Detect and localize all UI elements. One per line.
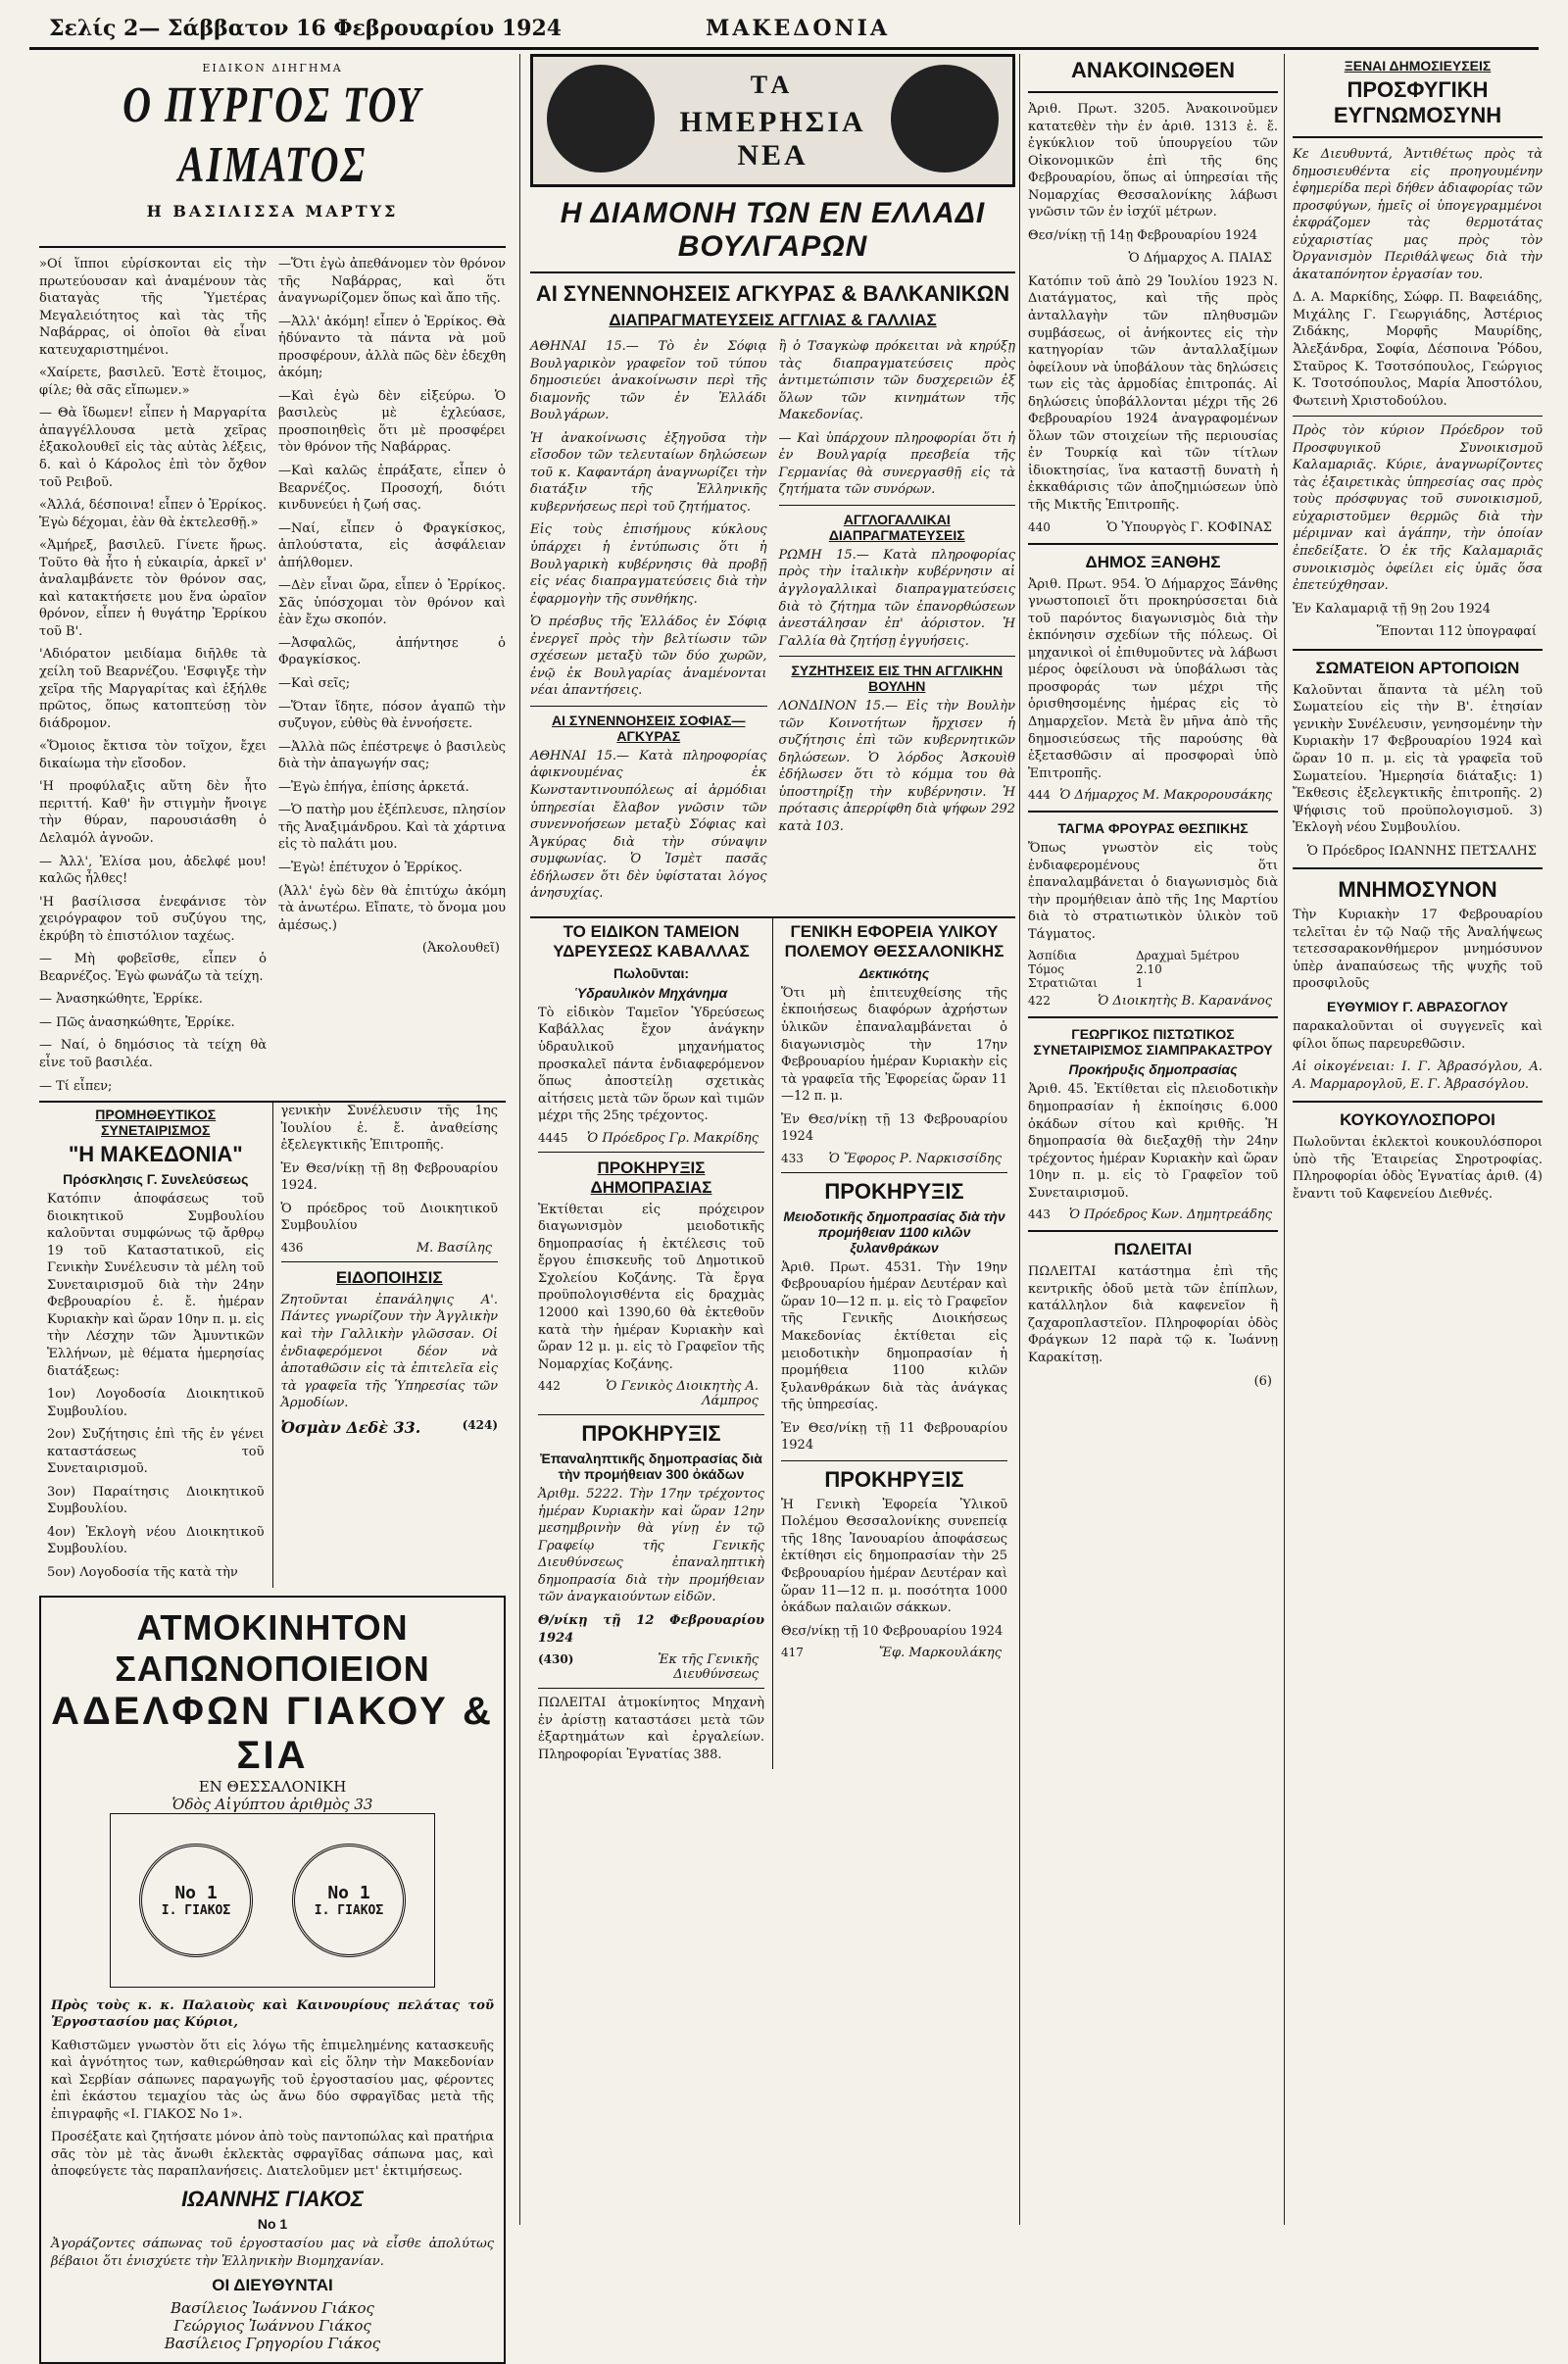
serial-paragraph: —Δὲν εἶναι ὥρα, εἶπεν ὁ Ἐρρίκος. Σᾶς ὑπόσχομαι τὸν θρόνον καὶ ἐὰν ἔχω σκοπόν. xyxy=(278,578,506,628)
assoc-item: 5ον) Λογοδοσία τῆς κατὰ τὴν xyxy=(47,1565,238,1580)
banner-article: ΤΑ xyxy=(750,71,796,99)
serial-continued: (Ἀκολουθεῖ) xyxy=(421,941,500,957)
assoc-sig-title: Ὁ πρόεδρος τοῦ Διοικητικοῦ Συμβουλίου xyxy=(280,1201,498,1234)
soap-seal xyxy=(139,1844,253,1957)
news-paragraph: Ὁ πρέσβυς τῆς Ἑλλάδος ἐν Σόφιᾳ ἐνεργεῖ πρὸς τὴν βελτίωσιν τῶν σχέσεων μεταξὺ τῶν δύο χωρῶν, ἐνῷ ἐκ Βουλγαρίας ἀναμένονται νέαι ἀπαντήσεις. xyxy=(530,615,767,699)
announcement-signature: Ὁ Δήμαρχος Α. ΠΑΙΑΣ xyxy=(1128,251,1272,267)
announcement-date: Θεσ/νίκῃ τῇ 14ῃ Φεβρουαρίου 1924 xyxy=(1028,227,1258,243)
soap-ad-paragraph: Καθιστῶμεν γνωστὸν ὅτι εἰς λόγω τῆς ἐπιμελημένης κατασκευῆς καὶ ἀγνότητος των, καθιερώθησαν καὶ εἰς ὅλην τὴν Μακεδονίαν καὶ Σερβίαν σάπωνες παραγωγῆς τοῦ ἐργοστασίου μας, φέροντες ἐπὶ ἑκάστου τεμαχίου τὰς ὡς ἄνω δύο σφραγῖδας μετὰ τῆς ἐπιγραφῆς «Ι. ΓΙΑΚΟΣ Νο 1». xyxy=(51,2038,494,2122)
proclamation-heading: ΠΡΟΚΗΡΥΞΙΣ xyxy=(581,1421,721,1447)
serial-paragraph: —Καὶ ἐγὼ δὲν εἰξεύρω. Ὁ βασιλεὺς μὲ ἐχλεύασε, προσποιηθεὶς ὅτι μὲ προσφέρει τὸν θρόνον τῆς Ναβάρρας. xyxy=(278,388,506,456)
gratitude-date: Ἐν Καλαμαριᾷ τῇ 9ῃ 2ου 1924 xyxy=(1293,601,1492,616)
fund-item: Ὑδραυλικὸν Μηχάνημα xyxy=(574,984,728,1001)
proclamation-text: Ἡ Γενικὴ Ἐφορεία Ὑλικοῦ Πολέμου Θεσσαλονίκης συνεπείᾳ τῆς 18ης Ἰανουαρίου ἀποφάσεως ἐκτίθησι εἰς δημοπρασίαν τὴν 25 Φεβρουαρίου ἡμέραν Δευτέραν καὶ ὥραν 11—12 π. μ. ποσότητα 1000 ὀκάδων παλαιῶν σάκκων. xyxy=(781,1497,1007,1616)
cooperative-subheading: Προκήρυξις δημοπρασίας xyxy=(1068,1061,1238,1078)
notice-heading: ΕΙΔΟΠΟΙΗΣΙΣ xyxy=(335,1267,443,1287)
notice-signature: Ὀσμὰν Δεδὲ 33. xyxy=(280,1417,421,1437)
general-depot-subheading: Δεκτικότης xyxy=(858,964,930,981)
column-4 xyxy=(1284,54,1543,2225)
seal-number: Νο 1 xyxy=(174,1882,218,1903)
silkworm-heading: ΚΟΥΚΟΥΛΟΣΠΟΡΟΙ xyxy=(1340,1110,1495,1130)
serial-paragraph: «Ἀμήρεξ, βασιλεῦ. Γίνετε ἥρως. Τοῦτο θὰ ἦτο ἡ εὐκαιρία, ἀρκεῖ ν' ἀναλαμβάνετε τὸν θρόνον σας, καὶ κατακτήσετε μου ἕνα ὡραῖον θρόνον, εἶπεν ἡ θυγάτηρ Ἐρρίκου τοῦ Β'. xyxy=(39,538,267,639)
serial-paragraph: — Ἀλλ', Ἐλίσα μου, ἀδελφέ μου! καλῶς ἦλθες! xyxy=(39,854,267,887)
proclamation-signature: Ἔφ. Μαρκουλάκης xyxy=(878,1646,1002,1661)
news-body xyxy=(530,338,1015,909)
secondary-headline: ΑΙ ΣΥΝΕΝΝΟΗΣΕΙΣ ΑΓΚΥΡΑΣ & ΒΑΛΚΑΝΙΚΩΝ xyxy=(535,281,1010,306)
main-headline: Η ΔΙΑΜΟΝΗ ΤΩΝ ΕΝ ΕΛΛΑΔΙ ΒΟΥΛΓΑΡΩΝ xyxy=(560,197,986,263)
serial-col-a xyxy=(39,256,267,1101)
serial-paragraph: — Μὴ φοβεῖσθε, εἶπεν ὁ Βεαρνέζος. Ἐγὼ φωνάζω τὰ τείχη. xyxy=(39,952,267,984)
news-paragraph: ΑΘΗΝΑΙ 15.— Κατὰ πληροφορίας ἀφικνουμένας ἐκ Κωνσταντινουπόλεως αἱ ἀρμόδιαι ὑπηρεσίαι ἔλαβον γνῶσιν τῶν συνεννοήσεων μεταξὺ Σόφιας καὶ Ἀγκύρας διὰ τὴν σύναψιν συμφωνίας. Ὁ Ἰσμὲτ πασᾶς ἐδήλωσεν ὅτι δὲν ὑφίσταται λόγος ἀνησυχίας. xyxy=(530,748,767,902)
battalion-text: Ὅπως γνωστὸν εἰς τοὺς ἐνδιαφερομένους ὅτι ἐπαναλαμβάνεται ὁ διαγωνισμὸς διὰ τὴν προμήθειαν ἀπὸ τῆς 1ης Μαρτίου διὰ τὸ στρατιωτικὸν ὑλικὸν τοῦ Τάγματος. xyxy=(1028,841,1278,942)
serial-paragraph: —Ἐγὼ ἐπήγα, ἐπίσης ἀρκετά. xyxy=(278,779,469,795)
section-heading: ΣΥΖΗΤΗΣΕΙΣ ΕΙΣ ΤΗΝ ΑΓΓΛΙΚΗΝ ΒΟΥΛΗΝ xyxy=(791,663,1004,695)
serial-paragraph: — Θὰ ἴδωμεν! εἶπεν ἡ Μαργαρίτα ἀπαγγέλλουσα μετὰ χεῖρας ἐξακολουθεῖ εἰς τὰς αὐτὰς λέξεις, δ. καὶ ὁ Κάρολος ἐπὶ τὸν ὄχθον τοῦ Ρειβοῦ. xyxy=(39,406,267,490)
soap-ad-directors-heading: ΟΙ ΔΙΕΥΘΥΝΤΑΙ xyxy=(212,2276,333,2295)
column-2 xyxy=(519,54,1015,2225)
xanthi-heading: ΔΗΜΟΣ ΞΑΝΘΗΣ xyxy=(1085,552,1221,571)
assoc-item: 2ον) Συζήτησις ἐπὶ τῆς ἐν γένει καταστάσεως τοῦ Συνεταιρισμοῦ. xyxy=(47,1427,265,1477)
seal-text: Ι. ΓΙΑΚΟΣ xyxy=(161,1902,231,1918)
serial-paragraph: «Χαίρετε, βασιλεῦ. Ἐστὲ ἕτοιμος, φίλε; θὰ σᾶς εἴπωμεν.» xyxy=(39,366,267,398)
auction-signature: Ὁ Γενικὸς Διοικητὴς Α. Λάμπρος xyxy=(606,1379,759,1409)
gratitude-names: Δ. Α. Μαρκίδης, Σώφρ. Π. Βαφειάδης, Μιχάλης Γ. Γεωργιάδης, Ἀστέριος Ζιδάκης, Μορφῆς Μαυρίδης, Ἀλεξάνδρα, Σοφία, Δέσποινα Ῥόδου, Σταῦρος Κ. Τσοτσόπουλος, Γεώργιος Κ. Τσοτσόπουλος, Μαρία Ἀποστόλου, Φωτεινὴ Χριστοδούλου. xyxy=(1293,290,1543,409)
assoc-item: 4ον) Ἐκλογὴ νέου Διοικητικοῦ Συμβουλίου. xyxy=(47,1524,265,1557)
auction-text: Ἐκτίθεται εἰς πρόχειρον διαγωνισμὸν μειοδοτικῆς δημοπρασίας ἡ ἐκτέλεσις τοῦ ἔργου ἐπισκευῆς τοῦ Δημοτικοῦ Σχολείου Κοζάνης. Τὰ ἔργα προϋπολογισθέντα εἰς δραχμὰς 12000 καὶ 1390,60 θὰ ἐκτεθοῦν κατὰ τὴν ἡμέραν Κυριακὴν καὶ ὥραν 12 μ. μ. εἰς τὸ Γραφεῖον τῆς Νομαρχίας Κοζάνης. xyxy=(538,1202,764,1372)
banner-title: ΗΜΕΡΗΣΙΑ ΝΕΑ xyxy=(679,106,866,172)
page-date: Σελίς 2— Σάββατον 16 Φεβρουαρίου 1924 xyxy=(49,16,563,41)
assoc-continuation: γενικὴν Συνέλευσιν τῆς 1ης Ἰουλίου ἐ. ἔ. ἀναθείσης ἐξελεγκτικῆς Ἐπιτροπῆς. xyxy=(280,1104,498,1154)
soap-ad-slogan: Ἀγοράζοντες σάπωνας τοῦ ἐργοστασίου μας νὰ εἶσθε ἀπολύτως βέβαιοι ὅτι ἐνισχύετε τὴν Ἑλληνικὴν Βιομηχανίαν. xyxy=(51,2237,494,2269)
notice-number: (424) xyxy=(462,1417,498,1432)
soap-ad-signature: ΙΩΑΝΝΗΣ ΓΙΑΚΟΣ xyxy=(181,2187,364,2212)
soap-seal xyxy=(292,1844,406,1957)
sale-heading: ΠΩΛΕΙΤΑΙ xyxy=(1113,1240,1193,1259)
section-heading: ΑΓΓΛΟΓΑΛΛΙΚΑΙ ΔΙΑΠΡΑΓΜΑΤΕΥΣΕΙΣ xyxy=(828,511,965,543)
assoc-item: 1ον) Λογοδοσία Διοικητικοῦ Συμβουλίου. xyxy=(47,1387,265,1419)
serial-paragraph: — Ναί, ὁ δημόσιος τὰ τείχη θὰ εἶνε τοῦ βασιλέα. xyxy=(39,1038,267,1070)
general-depot-text: Ὅτι μὴ ἐπιτευχθείσης τῆς ἐκποιήσεως διαφόρων ἀχρήστων ὑλικῶν ἐπαναλαμβάνεται ὁ διαγωνισμὸς τὴν 17ην Φεβρουαρίου ἡμέραν Κυριακὴν εἰς τὰ γραφεῖα τῆς Ἐφορείας ὥραν 11—12 π. μ. xyxy=(781,985,1007,1105)
assoc-signature: Μ. Βασίλης xyxy=(416,1240,492,1256)
serial-subtitle: Η ΒΑΣΙΛΙΣΣΑ ΜΑΡΤΥΣ xyxy=(146,202,399,221)
news-paragraph: Ἡ ἀνακοίνωσις ἐξηγοῦσα τὴν εἴσοδον τῶν τελευταίων δηλώσεων τοῦ κ. Καφαντάρη ἀναγνωρίζει τὴν διατάξιν τῆς Ἑλληνικῆς κυβερνήσεως περὶ τοῦ ζητήματος. xyxy=(530,430,767,515)
news-paragraph: ἢ ὁ Τσαγκὼφ πρόκειται νὰ κηρύξῃ τὰς διαπραγματεύσεις πρὸς ἀντιμετώπισιν τῶν δυσχερειῶν ἐξ ὅλων τῶν κινημάτων τῆς Μακεδονίας. xyxy=(778,339,1015,423)
auction-heading: ΠΡΟΚΗΡΥΞΙΣ ΔΗΜΟΠΡΑΣΙΑΣ xyxy=(590,1157,712,1197)
proclamation-heading: ΠΡΟΚΗΡΥΞΙΣ xyxy=(824,1466,964,1492)
proclamation-subheading: Μειοδοτικῆς δημοπρασίας διὰ τὴν προμήθειαν 1100 κιλῶν ξυλανθράκων xyxy=(783,1207,1005,1256)
assoc-item: 3ον) Παραίτησις Διοικητικοῦ Συμβουλίου. xyxy=(47,1484,265,1517)
proclamation-heading: ΠΡΟΚΗΡΥΞΙΣ xyxy=(824,1178,964,1204)
serial-paragraph: —Καὶ καλῶς ἐπράξατε, εἶπεν ὁ Βεαρνέζος. Προσοχή, διότι κινδυνεύει ἡ ζωή σας. xyxy=(278,464,506,514)
seal-number: Νο 1 xyxy=(327,1882,370,1903)
proclamation-signature: Ἐκ τῆς Γενικῆς Διευθύνσεως xyxy=(658,1652,759,1683)
director-name: Γεώργιος Ἰωάννου Γιάκος xyxy=(173,2317,371,2336)
bakers-heading: ΣΩΜΑΤΕΙΟΝ ΑΡΤΟΠΟΙΩΝ xyxy=(1315,658,1520,677)
proclamation-number: (430) xyxy=(538,1652,574,1667)
battalion-row: Τόμος 2.10 xyxy=(1028,962,1162,977)
proclamation-date: Θ/νίκῃ τῇ 12 Φεβρουαρίου 1924 xyxy=(538,1612,764,1646)
gratitude-heading: ΠΡΟΣΦΥΓΙΚΗ ΕΥΓΝΩΜΟΣΥΝΗ xyxy=(1333,77,1502,127)
serial-paragraph: 'Η βασίλισσα ἐνεφάνισε τὸν χειρόγραφον τοῦ συζύγου της, ἐκρύβη τὸ ἐπιστόλιον ταχέως. xyxy=(39,894,267,944)
notices-left xyxy=(530,918,772,1769)
battalion-number: 422 xyxy=(1028,994,1051,1009)
assoc-right xyxy=(272,1103,507,1587)
news-paragraph: ΛΟΝΔΙΝΟΝ 15.— Εἰς τὴν Βουλὴν τῶν Κοινοτήτων ἤρχισεν ἡ συζήτησις ἐπὶ τῶν κυβερνητικῶν δηλώσεων. Ὁ λόρδος Ἀσκουὶθ ἐδήλωσεν ὅτι τὸ κόμμα του θὰ ὑποστηρίξῃ τὴν κυβέρνησιν. Ἡ πρότασις ἀπερρίφθη διὰ ψήφων 292 κατὰ 103. xyxy=(778,699,1015,835)
serial-paragraph: 'Αδιόρατον μειδίαμα διῆλθε τὰ χείλη τοῦ Βεαρνέζου. 'Εσφιγξε τὴν χεῖρα τῆς Μαργαρίτας καὶ ἐξήλθε πρῶτος, ὅπως κατοπτεύσῃ τὸν διάδρομον. xyxy=(39,647,267,731)
assoc-title: "Η ΜΑΚΕΔΟΝΙΑ" xyxy=(68,1142,243,1167)
serial-body xyxy=(39,256,506,1101)
sale-text: ΠΩΛΕΙΤΑΙ κατάστημα ἐπὶ τῆς κεντρικῆς ὁδοῦ μετὰ τῶν ἐπίπλων, κατάλληλον διὰ καφενεῖον ἢ ζαχαροπλαστεῖον. Πληροφορίαι ὁδὸς Φράγκων 12 παρὰ τῷ κ. Ἰωάννῃ Καρακίτσῃ. xyxy=(1028,1264,1278,1365)
news-col-a xyxy=(530,338,767,909)
assoc-date: Ἐν Θεσ/νίκῃ τῇ 8ῃ Φεβρουαρίου 1924. xyxy=(280,1160,498,1194)
serial-header xyxy=(39,54,506,248)
announcement-signature: Ὁ Ὑπουργὸς Γ. ΚΟΦΙΝΑΣ xyxy=(1106,519,1272,535)
serial-paragraph: —Ὅταν ἴδητε, πόσον ἀγαπῶ τὴν συζυγον, εὐθὺς θὰ ἐννοήσετε. xyxy=(278,699,506,732)
serial-paragraph: — Πῶς ἀνασηκώθητε, Ἐρρίκε. xyxy=(39,1014,235,1030)
bakers-signature: Ὁ Πρόεδρος ΙΩΑΝΝΗΣ ΠΕΤΣΑΛΗΣ xyxy=(1306,843,1537,859)
serial-paragraph: (Ἀλλ' ἐγὼ δὲν θὰ ἐπιτύχω ἀκόμη τὰ ἀνωτέρω. Εἴπατε, τὸ ὄνομα μου ἀμέσως.) xyxy=(278,883,506,933)
seal-frame xyxy=(110,1813,435,1988)
fund-signature: Ὁ Πρόεδρος Γρ. Μακρίδης xyxy=(587,1130,759,1146)
gratitude-text: Πρὸς τὸν κύριον Πρόεδρον τοῦ Προσφυγικοῦ Συνοικισμοῦ Καλαμαριᾶς. Κύριε, ἀναγνωρίζοντες τὰς ἐξαιρετικὰς ὑπηρεσίας σας πρὸς τοὺς πρόσφυγας τοῦ συνοικισμοῦ, εὐχαριστοῦμεν θερμῶς διὰ τὴν μέριμναν καὶ ἀγάπην, τὴν ὁποίαν ἐπεδείξατε. Ὁ ἐκ τῆς Καλαμαριᾶς συνοικισμὸς ὀφείλει εἰς ὑμᾶς ὅσα ἐπετεύχθησαν. xyxy=(1293,423,1543,594)
serial-title: Ο ΠΥΡΓΟΣ ΤΟΥ ΑΙΜΑΤΟΣ xyxy=(122,75,422,193)
memorial-signature: Αἱ οἰκογένειαι: Ι. Γ. Ἀβρασόγλου, Α. Α. Μαρμαρογλοῦ, Ε. Γ. Ἀβρασόγλου. xyxy=(1293,1059,1543,1092)
auction-number: 442 xyxy=(538,1379,561,1394)
tertiary-headline: ΔΙΑΠΡΑΓΜΑΤΕΥΣΕΙΣ ΑΓΓΛΙΑΣ & ΓΑΛΛΙΑΣ xyxy=(609,311,937,329)
assoc-subtitle: Πρόσκλησις Γ. Συνελεύσεως xyxy=(63,1171,249,1188)
news-paragraph: Εἰς τοὺς ἐπισήμους κύκλους ὑπάρχει ἡ ἐντύπωσις ὅτι ἡ Βουλγαρικὴ κυβέρνησις θὰ προβῇ εἰς νέας διαπραγματεύσεις διὰ τὴν ἐφαρμογὴν τῆς συνθήκης. xyxy=(530,522,767,607)
notice-text: Ζητοῦνται ἐπανάληψις Α'. Πάντες γνωρίζουν τὴν Ἀγγλικὴν καὶ τὴν Γαλλικὴν γλῶσσαν. Οἱ ἐνδιαφερόμενοι δέον νὰ ἀποταθῶσιν εἰς τὰ ἐπιτελεῖα εἰς τὰ γραφεῖα τῆς Ὑπηρεσίας τῶν Ἁρμοδίων. xyxy=(280,1292,498,1411)
sale-notice: ΠΩΛΕΙΤΑΙ ἀτμοκίνητος Μηχανὴ ἐν ἀρίστῃ καταστάσει μετὰ τῶν ἐξαρτημάτων καὶ ἐργαλείων. Πληροφορίαι Ἐγνατίας 388. xyxy=(538,1696,764,1762)
director-name: Βασίλειος Γρηγορίου Γιάκος xyxy=(164,2335,381,2353)
soap-ad-line1: ΑΤΜΟΚΙΝΗΤΟΝ ΣΑΠΩΝΟΠΟΙΕΙΟΝ xyxy=(115,1606,430,1689)
notices-right xyxy=(772,918,1015,1769)
xanthi-text: Ἀριθ. Πρωτ. 954. Ὁ Δήμαρχος Ξάνθης γνωστοποιεῖ ὅτι προκηρύσσεται διὰ τοῦ παρόντος διαγωνισμὸς διὰ τὴν ἐκπόνησιν σχεδίων τῆς πόλεως. Οἱ μηχανικοὶ οἱ ἐπιθυμοῦντες νὰ λάβωσι μέρος ὀφείλουσι νὰ ὑποβάλωσι τὰς προσφοράς των μέχρι τῆς ὁρισθησομένης ἡμέρας εἰς τὸ Δημαρχεῖον. Μετὰ ἓν μῆνα ἀπὸ τῆς δημοσιεύσεως τῆς παρούσης θὰ ἐξετασθῶσιν αἱ προσφοραὶ ὑπὸ Ἐπιτροπῆς. xyxy=(1028,576,1278,781)
fund-text: Τὸ εἰδικὸν Ταμεῖον Ὑδρεύσεως Καβάλλας ἔχον ἀνάγκην ὑδραυλικοῦ μηχανήματος προσκαλεῖ πάντα ἐνδιαφερόμενον ὅπως ἀποστείλῃ σχετικὰς αἰτήσεις μετὰ τῶν ὅρων καὶ τιμῶν μέχρι τῆς 25ης τρέχοντος. xyxy=(538,1005,764,1124)
soap-ad xyxy=(39,1596,506,2364)
soap-ad-city: ΕΝ ΘΕΣΣΑΛΟΝΙΚΗ xyxy=(198,1777,347,1796)
director-name: Βασίλειος Ἰωάννου Γιάκος xyxy=(171,2299,374,2318)
serial-paragraph: »Οί ἵπποι εὑρίσκονται εἰς τὴν πρωτεύουσαν καὶ ἀναμένουν τὰς διαταγὰς τῆς Ὑμετέρας Μεγαλειότητος καὶ τὰς τῆς Ναβάρρας, οἱ ὁποῖοι θὰ εἶναι κατευχαριστημένοι. xyxy=(39,257,267,358)
battalion-row: Στρατιῶται 1 xyxy=(1028,976,1144,991)
fund-heading: ΤΟ ΕΙΔΙΚΟΝ ΤΑΜΕΙΟΝ ΥΔΡΕΥΣΕΩΣ ΚΑΒΑΛΛΑΣ xyxy=(553,921,750,960)
soap-ad-salutation: Πρὸς τοὺς κ. κ. Παλαιοὺς καὶ Καινουρίους πελάτας τοῦ Ἐργοστασίου μας Κύριοι, xyxy=(51,1997,494,2031)
proclamation-text: Ἀριθ. Πρωτ. 4531. Τὴν 19ην Φεβρουαρίου ἡμέραν Δευτέραν καὶ ὥραν 10—12 π. μ. εἰς τὸ Γραφεῖον τῆς Γενικῆς Διοικήσεως Μακεδονίας ἐκτίθεται εἰς μειοδοτικὴν δημοπρασίαν ἡ προμήθεια 1100 κιλῶν ξυλανθράκων διὰ τὰς ἀνάγκας τῆς ὑπηρεσίας. xyxy=(781,1259,1007,1413)
announcement-heading: ΑΝΑΚΟΙΝΩΘΕΝ xyxy=(1071,58,1235,82)
news-paragraph: — Καὶ ὑπάρχουν πληροφορίαι ὅτι ἡ ἐν Βουλγαρίᾳ πρεσβεία τῆς Γερμανίας θὰ συνεργασθῇ εἰς τὰ ζητήματα τῶν συνόρων. xyxy=(778,430,1015,498)
memorial-text: παρακαλοῦνται οἱ συγγενεῖς καὶ φίλοι ὅπως παρευρεθῶσιν. xyxy=(1293,1018,1543,1052)
serial-paragraph: —Ἐγὼ! ἐπέτυχον ὁ Ἐρρίκος. xyxy=(278,860,463,875)
xanthi-number: 444 xyxy=(1028,788,1051,803)
assoc-number: 436 xyxy=(280,1240,304,1255)
serial-paragraph: —Καὶ σεῖς; xyxy=(278,676,351,692)
sale-number: (6) xyxy=(1253,1373,1272,1389)
masthead xyxy=(29,8,1539,50)
seal-text: Ι. ΓΙΑΚΟΣ xyxy=(314,1902,384,1918)
general-depot-date: Ἐν Θεσ/νίκῃ τῇ 13 Φεβρουαρίου 1924 xyxy=(781,1111,1007,1145)
battalion-row: Ἀσπίδια Δραχμαὶ 5μέτρου xyxy=(1028,949,1240,963)
news-paragraph: ΡΩΜΗ 15.— Κατὰ πληροφορίας πρὸς τὴν ἰταλικὴν κυβέρνησιν αἱ ἀγγλογαλλικαὶ διαπραγματεύσεις διὰ τὸ ζήτημα τῶν ἐπανορθώσεων ἀνεστάλησαν ἐπ' ἀόριστον. Ἡ Γαλλία θὰ ζητήσῃ ἐγγυήσεις. xyxy=(778,547,1015,649)
column-3 xyxy=(1019,54,1278,2225)
newspaper-title: ΜΑΚΕΔΟΝΙΑ xyxy=(706,16,891,41)
memorial-name: ΕΥΘΥΜΙΟΥ Γ. ΑΒΡΑΣΟΓΛΟΥ xyxy=(1326,998,1508,1014)
gratitude-text: Κε Διευθυντά, Ἀντιθέτως πρὸς τὰ δημοσιευθέντα εἰς προηγουμένην ἐφημερίδα περὶ δήθεν ἀδιαφορίας τῶν προσφύγων, ἡμεῖς οἱ ὑπογεγραμμένοι ἐκφράζομεν τὰς θερμοτάτας εὐχαριστίας μας πρὸς τὸν Ὀργανισμὸν Περιθάλψεως διὰ τὴν ἀκαταπόνητον ἐργασίαν του. xyxy=(1293,147,1543,282)
announcement-text: Ἀριθ. Πρωτ. 3205. Ἀνακοινοῦμεν κατατεθὲν τὴν ἐν ἀριθ. 1313 ἐ. ἔ. ἐγκύκλιον τοῦ ὑπουργείου τῶν Οἰκονομικῶν ἐπὶ τῆς 6ης Φεβρουαρίου, ὅπως αἱ ὑπηρεσίαι τῆς Νομαρχίας Θεσσαλονίκης λάβωσι γνῶσιν τῶν ἐν ἰσχύϊ μέτρων. xyxy=(1028,102,1278,221)
section-heading: ΑΙ ΣΥΝΕΝΝΟΗΣΕΙΣ ΣΟΦΙΑΣ—ΑΓΚΥΡΑΣ xyxy=(552,712,746,744)
cooperative-number: 443 xyxy=(1028,1207,1051,1222)
proclamation-date: Ἐν Θεσ/νίκῃ τῇ 11 Φεβρουαρίου 1924 xyxy=(781,1420,1007,1453)
serial-col-b xyxy=(278,256,506,1101)
serial-paragraph: «Ὅμοιος ἔκτισα τὸν τοῖχον, ἔχει δικαίωμα τὴν εἴσοδον. xyxy=(39,739,267,771)
soap-ad-line2: ΑΔΕΛΦΩΝ ΓΙΑΚΟΥ & ΣΙΑ xyxy=(51,1689,494,1777)
serial-paragraph: —Ἀλλ' ἀκόμη! εἶπεν ὁ Ἐρρίκος. Θὰ ἠδύναντο τὰ πάντα νὰ μοῦ προσφέρουν, ἀλλὰ πῶς δὲν ἐδεχθη ἀκόμη; xyxy=(278,314,506,381)
memorial-heading: ΜΝΗΜΟΣΥΝΟΝ xyxy=(1338,877,1497,903)
soap-ad-paragraph: Προσέξατε καὶ ζητήσατε μόνον ἀπὸ τοὺς παντοπώλας καὶ πρατήρια σᾶς τὸν μὲ τὰς ἄνωθι ἐκλεκτὰς σφραγῖδας σάπωνα μας, καὶ ἀποφεύγετε τὰς παραπλανήσεις. Διατελοῦμεν μετ' ἐκτιμήσεως. xyxy=(51,2130,494,2180)
soap-ad-street: Ὁδὸς Αἰγύπτου ἀριθμὸς 33 xyxy=(172,1795,373,1813)
notices-area xyxy=(530,916,1015,1769)
fund-subheading: Πωλοῦνται: xyxy=(612,964,690,981)
proclamation-date: Θεσ/νίκῃ τῇ 10 Φεβρουαρίου 1924 xyxy=(781,1623,1004,1639)
cooperative-text: Ἀριθ. 45. Ἐκτίθεται εἰς πλειοδοτικὴν δημοπρασίαν ἡ ἐκποίησις 6.000 ὀκάδων σίτου καὶ κριθῆς. Ἡ δημοπρασία θὰ διεξαχθῇ τὴν 24ην τρέχοντος ἡμέραν Κυριακὴν καὶ ὥραν 10ην π. μ. εἰς τὸ Γραφεῖον τοῦ Συνεταιρισμοῦ. xyxy=(1028,1082,1278,1201)
xanthi-signature: Ὁ Δήμαρχος Μ. Μακρορουσάκης xyxy=(1059,788,1272,804)
announcement-text: Κατόπιν τοῦ ἀπὸ 29 Ἰουλίου 1923 Ν. Διατάγματος, καὶ τῆς πρὸς ἀνταλλαγὴν τῶν πληθυσμῶν συμβάσεως, οἱ ἀνήκοντες εἰς τὴν κατηγορίαν τῶν ἀνταλλαξίμων ὀφείλουν νὰ ὑποβάλουν τὰς δηλώσεις των εἰς τὰς ἁρμοδίας ἐπιτροπάς. Αἱ δηλώσεις ὑποβάλλονται μέχρι τῆς 26 Φεβρουαρίου 1924 ἀναγραφομένων ὅλων τῶν στοιχείων τῆς περιουσίας ἐν Τουρκίᾳ καὶ τῶν τίτλων ἰδιοκτησίας, ἵνα καταστῇ δυνατὴ ἡ ἐκκαθάρισις τῶν ἀποζημιώσεων ὑπὸ τῆς Μικτῆς Ἐπιτροπῆς. xyxy=(1028,273,1278,514)
serial-paragraph: — Ἀνασηκώθητε, Ἐρρίκε. xyxy=(39,992,203,1008)
bakers-text: Καλοῦνται ἅπαντα τὰ μέλη τοῦ Σωματείου εἰς τὴν Β'. ἐτησίαν γενικὴν Συνέλευσιν, γενησομένην τὴν Κυριακὴν 17 Φεβρουαρίου 1924 καὶ ὥραν 10 π. μ. εἰς τὰ γραφεῖα τοῦ Σωματείου. Ἡμερησία διάταξις: 1) Ἔκθεσις ἐξελεγκτικῆς ἐπιτροπῆς. 2) Ψήφισις τοῦ προϋπολογισμοῦ. 3) Ἐκλογὴ νέου Συμβουλίου. xyxy=(1293,682,1543,836)
fund-number: 4445 xyxy=(538,1130,568,1145)
general-depot-signature: Ὁ Ἔφορος Ρ. Ναρκισσίδης xyxy=(828,1151,1002,1166)
serial-paragraph: —Ἀλλὰ πῶς ἐπέστρεψε ὁ βασιλεὺς διὰ τὴν ἀπαγωγήν σας; xyxy=(278,739,506,772)
serial-paragraph: —Ὁ πατὴρ μου ἐξέπλευσε, πλησίον τῆς Ἀναξιμάνδρου. Καὶ τὰ χάρτινα εἰς τὸ παλάτι μου. xyxy=(278,803,506,853)
cooperative-heading: ΓΕΩΡΓΙΚΟΣ ΠΙΣΤΩΤΙΚΟΣ ΣΥΝΕΤΑΙΡΙΣΜΟΣ ΣΙΑΜΠΡΑΚΑΣΤΡΟΥ xyxy=(1033,1026,1273,1059)
serial-paragraph: —Ὅτι ἐγὼ ἀπεθάνομεν τὸν θρόνον τῆς Ναβάρρας, καὶ ὅτι ἀναγνωρίζομεν ὅπως καὶ ἄπο τῆς. xyxy=(278,257,506,307)
news-col-b xyxy=(779,338,1016,909)
daily-news-banner xyxy=(530,54,1015,187)
assoc-heading: ΠΡΟΜΗΘΕΥΤΙΚΟΣ ΣΥΝΕΤΑΙΡΙΣΜΟΣ xyxy=(95,1107,217,1139)
serial-kicker: ΕΙΔΙΚΟΝ ΔΙΗΓΗΜΑ xyxy=(202,62,343,74)
serial-paragraph: — Τί εἶπεν; xyxy=(39,1078,113,1094)
serial-paragraph: —Ἀσφαλῶς, ἀπήντησε ὁ Φραγκίσκος. xyxy=(278,635,506,668)
battalion-signature: Ὁ Διοικητὴς Β. Καρανάνος xyxy=(1098,994,1272,1010)
gratitude-signature: Ἕπονται 112 ὑπογραφαί xyxy=(1376,624,1537,640)
news-paragraph: ΑΘΗΝΑΙ 15.— Τὸ ἐν Σόφιᾳ Βουλγαρικὸν γραφεῖον τοῦ τύπου δημοσιεύει ἀνακοίνωσιν περὶ τῆς διαμονῆς τῶν ἐν Ἑλλάδι Βουλγάρων. xyxy=(530,339,767,423)
cooperative-signature: Ὁ Πρόεδρος Κων. Δημητρεάδης xyxy=(1068,1207,1272,1223)
foreign-publications-heading: ΞΕΝΑΙ ΔΗΜΟΣΙΕΥΣΕΙΣ xyxy=(1344,58,1492,74)
general-depot-heading: ΓΕΝΙΚΗ ΕΦΟΡΕΙΑ ΥΛΙΚΟΥ ΠΟΛΕΜΟΥ ΘΕΣΣΑΛΟΝΙΚΗΣ xyxy=(784,921,1004,960)
soap-ad-signature-num: Νο 1 xyxy=(257,2216,288,2233)
serial-paragraph: «Ἀλλά, δέσποινα! εἶπεν ὁ Ἐρρίκος. Ἐγὼ δέχομαι, ἐὰν θὰ ἐκτελεσθῇ.» xyxy=(39,498,267,530)
serial-paragraph: 'Η προφύλαξις αὕτη δὲν ἦτο περιττή. Καθ' ἣν στιγμὴν ἤνοιγε τὴν θύραν, παρουσιάσθη ὁ Δελαμόλ ἀγνοῶν. xyxy=(39,779,267,846)
proclamation-subheading: Ἐπαναληπτικῆς δημοπρασίας διὰ τὴν προμήθειαν 300 ὀκάδων xyxy=(540,1451,762,1483)
proclamation-text: Ἀριθμ. 5222. Τὴν 17ην τρέχοντος ἡμέραν Κυριακὴν καὶ ὥραν 12ην μεσημβρινὴν θὰ γίνῃ ἐν τῷ Γραφείῳ τῆς Γενικῆς Διευθύνσεως ἐπαναληπτικὴ δημοπρασία διὰ τὴν προμήθειαν τῶν ἀναγκαιούντων εἰδῶν. xyxy=(538,1487,764,1605)
assoc-section xyxy=(39,1101,506,1587)
serial-paragraph: —Ναί, εἶπεν ὁ Φραγκίσκος, ἁπλούστατα, εἰς ἀσφάλειαν ἀπήλθομεν. xyxy=(278,520,506,570)
silkworm-text: Πωλοῦνται ἐκλεκτοὶ κουκουλόσποροι ὑπὸ τῆς Ἑταιρείας Σηροτροφίας. Πληροφορίαι ὁδὸς Ἐγνατίας ἀριθ. (4) ἔναντι τοῦ Καφενείου Διεθνές. xyxy=(1293,1135,1543,1202)
assoc-left xyxy=(39,1103,272,1587)
general-depot-number: 433 xyxy=(781,1151,804,1165)
memorial-text: Τὴν Κυριακὴν 17 Φεβρουαρίου τελεῖται ἐν τῷ Ναῷ τῆς Ἀναλήψεως τετεσσαρακονθήμερον μνημόσυνον ὑπὲρ ἀναπαύσεως τῆς ψυχῆς τοῦ προσφιλοῦς xyxy=(1293,908,1543,992)
proclamation-number: 417 xyxy=(781,1646,804,1660)
assoc-paragraph: Κατόπιν ἀποφάσεως τοῦ διοικητικοῦ Συμβουλίου καλοῦνται συμφώνως τῷ ἄρθρῳ 19 τοῦ Καταστατικοῦ, εἰς Γενικὴν Συνέλευσιν τὰ μέλη τοῦ Συνεταιρισμοῦ διὰ τὴν 24ην Φεβρουαρίου ἐ. ἔ. ἡμέραν Κυριακὴν καὶ ὥραν 10ην π. μ. εἰς τὴν Λέσχην τῶν Ἀμυντικῶν Ἑλλήνων, μὲ θέματα ἡμερησίας διατάξεως: xyxy=(47,1192,265,1379)
announcement-number: 440 xyxy=(1028,519,1051,534)
battalion-heading: ΤΑΓΜΑ ΦΡΟΥΡΑΣ ΘΕΣΠΙΚΗΣ xyxy=(1057,820,1249,837)
column-1 xyxy=(39,54,506,2353)
